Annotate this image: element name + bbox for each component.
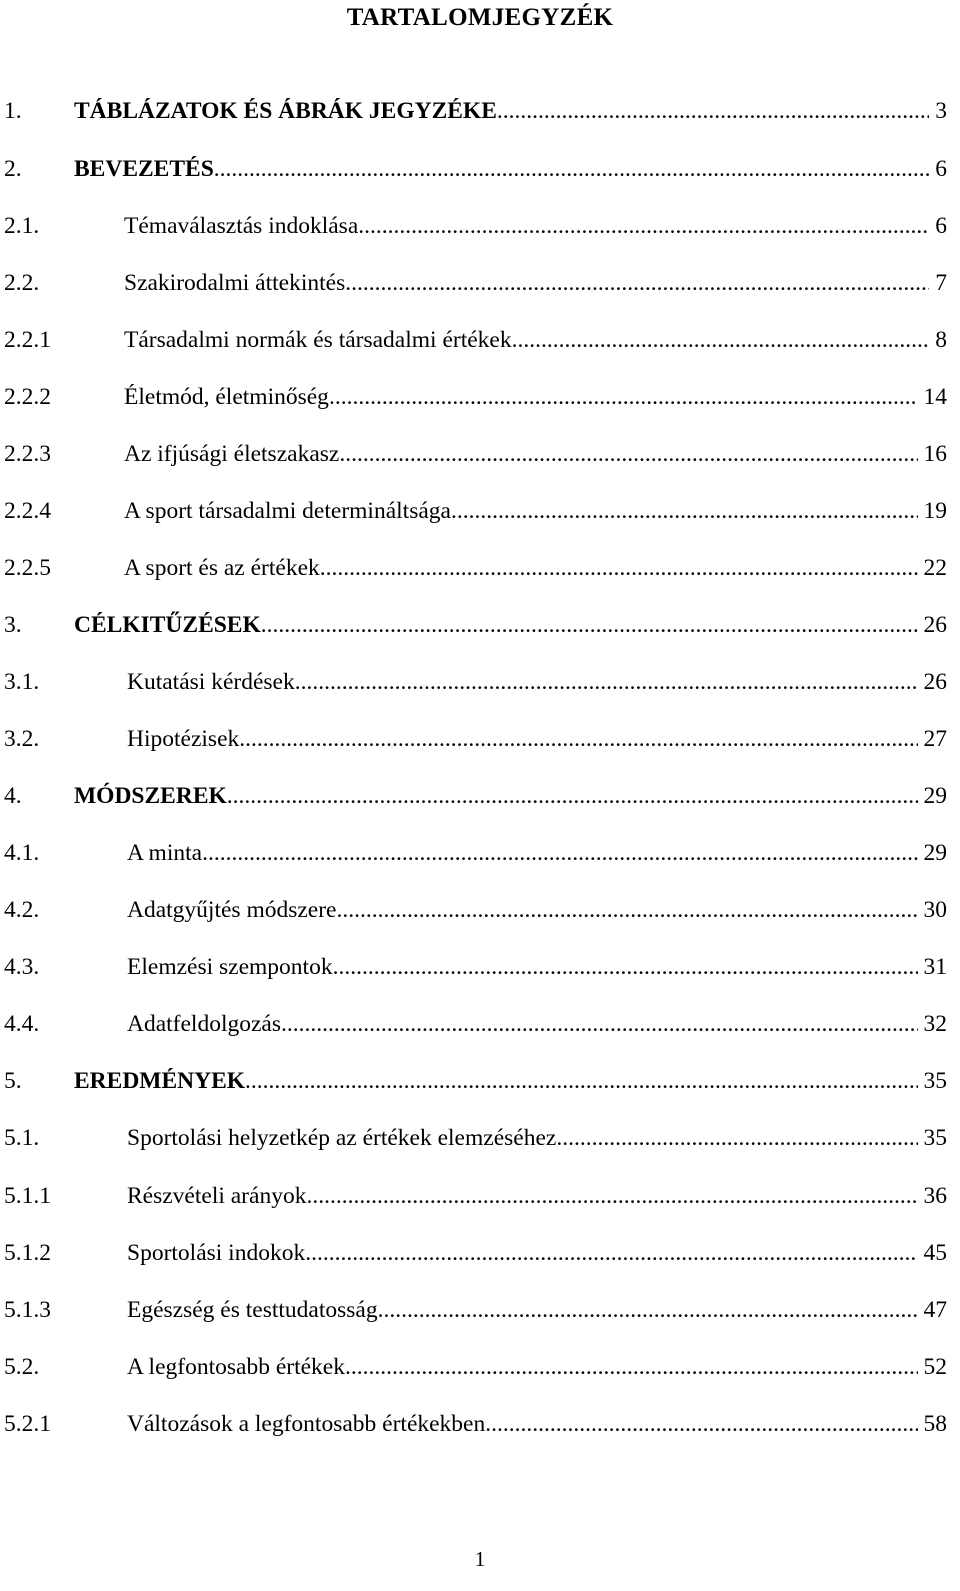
toc-entry-label: Életmód, életminőség xyxy=(124,384,329,410)
toc-entry-label: BEVEZETÉS xyxy=(74,156,214,182)
toc-entry-page: 32 xyxy=(923,1011,947,1037)
toc-entry[interactable] xyxy=(4,781,947,811)
toc-leader-dots xyxy=(306,1181,917,1211)
toc-entry-number: 3.1. xyxy=(4,669,40,695)
toc-entry[interactable] xyxy=(4,1295,947,1325)
toc-entry[interactable] xyxy=(4,1409,947,1439)
toc-entry[interactable] xyxy=(4,1238,947,1268)
toc-entry-label: Adatgyűjtés módszere xyxy=(127,897,337,923)
toc-entry-label: Témaválasztás indoklása xyxy=(124,213,359,239)
toc-entry-number: 4.1. xyxy=(4,840,40,866)
toc-entry-number: 5.2.1 xyxy=(4,1411,51,1437)
toc-leader-dots xyxy=(239,724,917,754)
toc-entry-page: 14 xyxy=(923,384,947,410)
toc-entry-number: 5.1.3 xyxy=(4,1297,51,1323)
toc-entry[interactable] xyxy=(4,1181,947,1211)
toc-entry-page: 58 xyxy=(923,1411,947,1437)
toc-entry-label: A sport társadalmi determináltsága xyxy=(124,498,451,524)
toc-entry-number: 3.2. xyxy=(4,726,40,752)
toc-leader-dots xyxy=(245,1066,917,1096)
toc-entry[interactable] xyxy=(4,952,947,982)
toc-entry[interactable] xyxy=(4,211,947,241)
toc-entry[interactable] xyxy=(4,154,947,184)
page-number: 1 xyxy=(474,1547,486,1571)
toc-entry-page: 35 xyxy=(923,1068,947,1094)
toc-entry-label: A minta xyxy=(127,840,203,866)
toc-entry-page: 8 xyxy=(935,327,947,353)
toc-entry[interactable] xyxy=(4,325,947,355)
toc-leader-dots xyxy=(451,496,918,526)
toc-entry[interactable] xyxy=(4,96,947,126)
toc-entry-label: Adatfeldolgozás xyxy=(127,1011,282,1037)
toc-entry-page: 29 xyxy=(923,840,947,866)
toc-entry-label: Az ifjúsági életszakasz xyxy=(124,441,340,467)
toc-entry[interactable] xyxy=(4,1352,947,1382)
toc-entry-label: Szakirodalmi áttekintés xyxy=(124,270,346,296)
toc-leader-dots xyxy=(281,1009,917,1039)
toc-entry-page: 6 xyxy=(935,213,947,239)
toc-entry-page: 29 xyxy=(923,783,947,809)
toc-leader-dots xyxy=(512,325,930,355)
toc-entry-label: Sportolási indokok xyxy=(127,1240,306,1266)
toc-entry-label: Kutatási kérdések xyxy=(127,669,295,695)
toc-leader-dots xyxy=(556,1123,917,1153)
toc-entry-label: MÓDSZEREK xyxy=(74,783,227,809)
toc-entry-page: 6 xyxy=(935,156,947,182)
toc-entry-label: Hipotézisek xyxy=(127,726,240,752)
toc-entry-page: 35 xyxy=(923,1125,947,1151)
toc-entry[interactable] xyxy=(4,724,947,754)
toc-entry-number: 4. xyxy=(4,783,22,809)
toc-entry-label: Sportolási helyzetkép az értékek elemzéséhez xyxy=(127,1125,557,1151)
toc-entry-page: 47 xyxy=(923,1297,947,1323)
toc-entry[interactable] xyxy=(4,1066,947,1096)
toc-entry-page: 16 xyxy=(923,441,947,467)
toc-entry-page: 52 xyxy=(923,1354,947,1380)
toc-entry-page: 30 xyxy=(923,897,947,923)
toc-entry-number: 5.1.2 xyxy=(4,1240,51,1266)
toc-entry[interactable] xyxy=(4,496,947,526)
toc-entry-label: TÁBLÁZATOK ÉS ÁBRÁK JEGYZÉKE xyxy=(74,98,497,124)
toc-leader-dots xyxy=(497,96,929,126)
toc-entry-label: Változások a legfontosabb értékekben xyxy=(127,1411,486,1437)
toc-leader-dots xyxy=(358,211,929,241)
toc-entry-number: 4.4. xyxy=(4,1011,40,1037)
toc-entry-label: Részvételi arányok xyxy=(127,1183,307,1209)
toc-leader-dots xyxy=(345,1352,918,1382)
toc-entry-label: Társadalmi normák és társadalmi értékek xyxy=(124,327,512,353)
toc-entry-page: 26 xyxy=(923,669,947,695)
toc-entry[interactable] xyxy=(4,838,947,868)
toc-entry-label: Egészség és testtudatosság xyxy=(127,1297,378,1323)
toc-entry-page: 19 xyxy=(923,498,947,524)
toc-leader-dots xyxy=(227,781,918,811)
toc-leader-dots xyxy=(339,439,917,469)
toc-leader-dots xyxy=(333,952,918,982)
toc-leader-dots xyxy=(214,154,929,184)
toc-entry-number: 1. xyxy=(4,98,22,124)
toc-entry[interactable] xyxy=(4,895,947,925)
toc-entry-page: 22 xyxy=(923,555,947,581)
toc-entry-label: A legfontosabb értékek xyxy=(127,1354,345,1380)
toc-entry-page: 3 xyxy=(935,98,947,124)
toc-entry-label: CÉLKITŰZÉSEK xyxy=(74,612,261,638)
toc-entry-label: EREDMÉNYEK xyxy=(74,1068,246,1094)
toc-leader-dots xyxy=(345,268,929,298)
toc-entry-number: 2.2.4 xyxy=(4,498,51,524)
toc-entry[interactable] xyxy=(4,1009,947,1039)
toc-leader-dots xyxy=(378,1295,918,1325)
toc-entry-number: 3. xyxy=(4,612,22,638)
toc-entry-number: 4.2. xyxy=(4,897,40,923)
toc-entry-number: 2.1. xyxy=(4,213,40,239)
toc-entry[interactable] xyxy=(4,439,947,469)
toc-entry-number: 5.2. xyxy=(4,1354,40,1380)
toc-entry[interactable] xyxy=(4,382,947,412)
toc-entry[interactable] xyxy=(4,1123,947,1153)
toc-entry-number: 4.3. xyxy=(4,954,40,980)
toc-entry-number: 2. xyxy=(4,156,22,182)
toc-entry-number: 2.2.1 xyxy=(4,327,51,353)
toc-entry-number: 2.2. xyxy=(4,270,40,296)
toc-leader-dots xyxy=(305,1238,917,1268)
toc-entry-label: A sport és az értékek xyxy=(124,555,320,581)
toc-entry-number: 5.1.1 xyxy=(4,1183,51,1209)
toc-entry-number: 5. xyxy=(4,1068,22,1094)
toc-leader-dots xyxy=(202,838,917,868)
toc-entry[interactable] xyxy=(4,268,947,298)
toc-entry-number: 2.2.5 xyxy=(4,555,51,581)
toc-entry-label: Elemzési szempontok xyxy=(127,954,333,980)
toc-leader-dots xyxy=(261,610,918,640)
toc-leader-dots xyxy=(485,1409,917,1439)
toc-entry-number: 5.1. xyxy=(4,1125,40,1151)
toc-title: TARTALOMJEGYZÉK xyxy=(346,4,614,31)
toc-entry[interactable] xyxy=(4,553,947,583)
toc-entry[interactable] xyxy=(4,610,947,640)
toc-entry-page: 36 xyxy=(923,1183,947,1209)
toc-leader-dots xyxy=(295,667,918,697)
toc-entry-page: 27 xyxy=(923,726,947,752)
toc-entry-page: 7 xyxy=(935,270,947,296)
toc-entry-page: 45 xyxy=(923,1240,947,1266)
toc-leader-dots xyxy=(329,382,918,412)
toc-entry-page: 31 xyxy=(923,954,947,980)
toc-entry-number: 2.2.3 xyxy=(4,441,51,467)
toc-entry-page: 26 xyxy=(923,612,947,638)
toc-leader-dots xyxy=(320,553,918,583)
toc-entry-number: 2.2.2 xyxy=(4,384,51,410)
toc-entry[interactable] xyxy=(4,667,947,697)
toc-leader-dots xyxy=(336,895,917,925)
